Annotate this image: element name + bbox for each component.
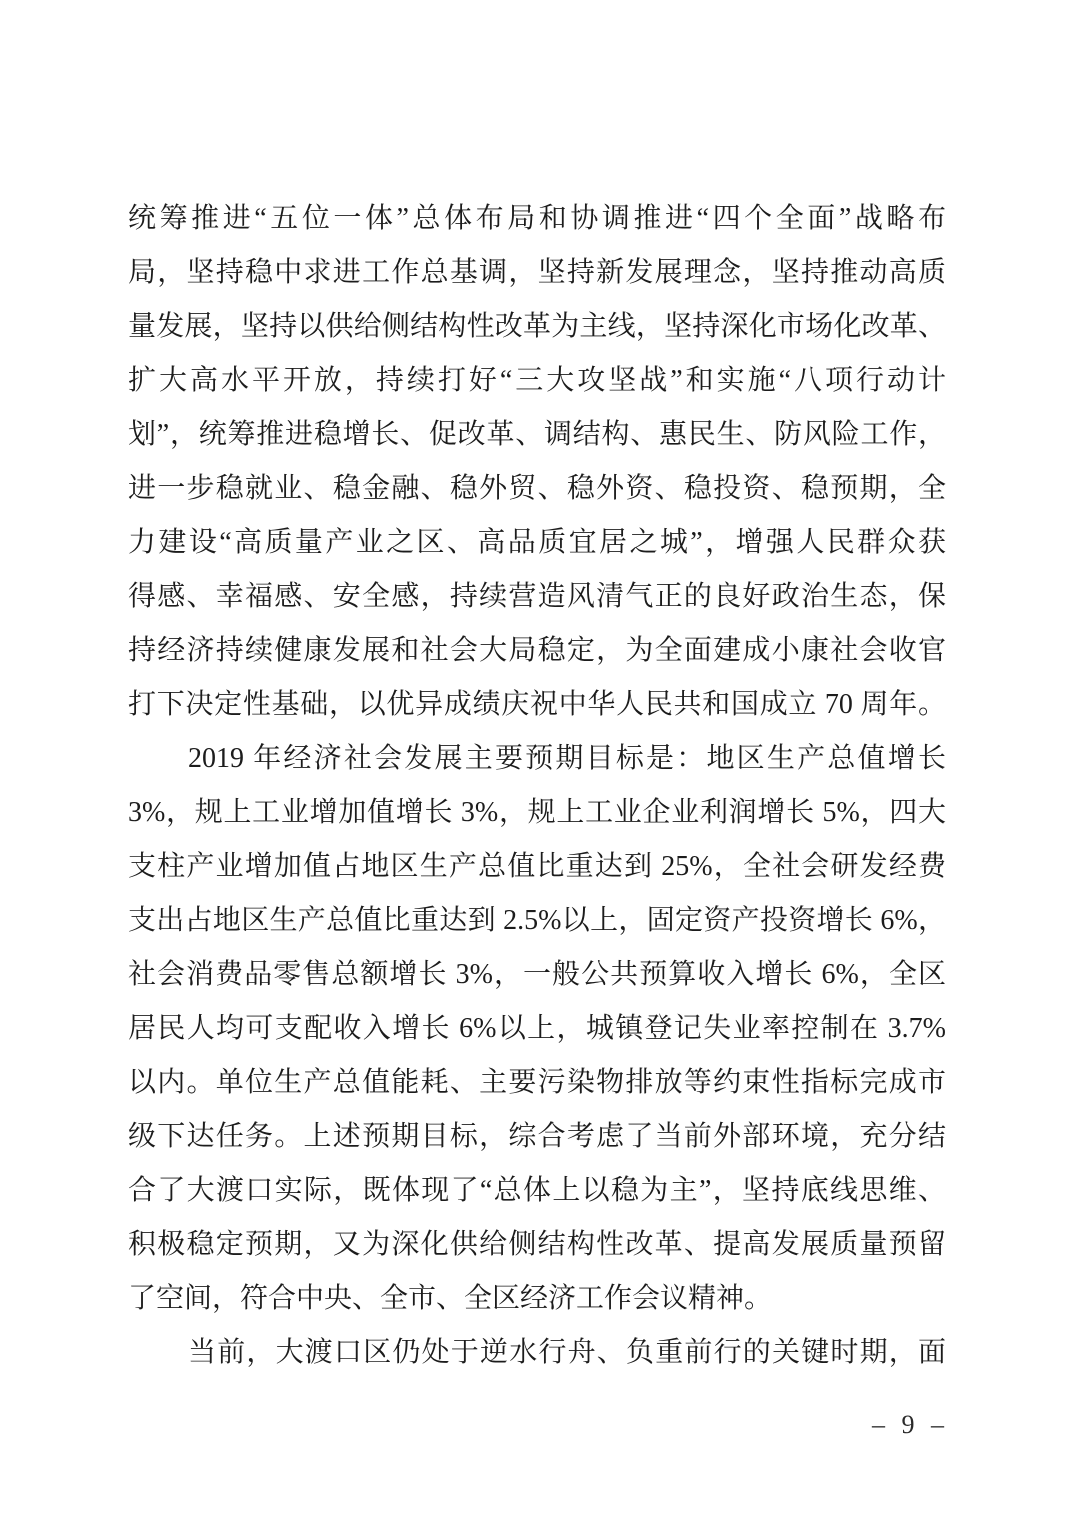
text-line: 级下达任务。上述预期目标，综合考虑了当前外部环境，充分结 xyxy=(128,1121,946,1152)
paragraph xyxy=(128,192,946,732)
text-line: 积极稳定预期，又为深化供给侧结构性改革、提高发展质量预留 xyxy=(128,1229,946,1260)
text-line: 支出占地区生产总值比重达到 2.5%以上，固定资产投资增长 6%， xyxy=(128,905,946,936)
text-line: 持经济持续健康发展和社会大局稳定，为全面建成小康社会收官 xyxy=(128,635,946,666)
paragraph xyxy=(128,732,946,1326)
text-line: 打下决定性基础，以优异成绩庆祝中华人民共和国成立 70 周年。 xyxy=(128,689,946,720)
text-line: 社会消费品零售总额增长 3%，一般公共预算收入增长 6%，全区 xyxy=(128,959,946,990)
text-line: 了空间，符合中央、全市、全区经济工作会议精神。 xyxy=(128,1283,773,1314)
text-line: 支柱产业增加值占地区生产总值比重达到 25%，全社会研发经费 xyxy=(128,851,946,882)
text-line: 当前，大渡口区仍处于逆水行舟、负重前行的关键时期，面 xyxy=(188,1337,946,1368)
text-line: 量发展，坚持以供给侧结构性改革为主线，坚持深化市场化改革、 xyxy=(128,311,946,342)
text-line: 3%，规上工业增加值增长 3%，规上工业企业利润增长 5%，四大 xyxy=(128,797,946,828)
text-line: 进一步稳就业、稳金融、稳外贸、稳外资、稳投资、稳预期，全 xyxy=(128,473,946,504)
text-block xyxy=(128,192,946,1380)
text-line: 局，坚持稳中求进工作总基调，坚持新发展理念，坚持推动高质 xyxy=(128,257,946,288)
text-line: 扩大高水平开放，持续打好“三大攻坚战”和实施“八项行动计 xyxy=(128,365,946,396)
text-line: 合了大渡口实际，既体现了“总体上以稳为主”，坚持底线思维、 xyxy=(128,1175,946,1206)
paragraph xyxy=(128,1326,946,1380)
text-line: 得感、幸福感、安全感，持续营造风清气正的良好政治生态，保 xyxy=(128,581,946,612)
text-line: 2019 年经济社会发展主要预期目标是：地区生产总值增长 xyxy=(188,743,946,774)
text-line: 统筹推进“五位一体”总体布局和协调推进“四个全面”战略布 xyxy=(128,203,946,234)
text-line: 划”，统筹推进稳增长、促改革、调结构、惠民生、防风险工作， xyxy=(128,419,946,450)
text-line: 居民人均可支配收入增长 6%以上，城镇登记失业率控制在 3.7% xyxy=(128,1013,946,1044)
page-number: – 9 – xyxy=(872,1410,944,1439)
text-line: 以内。单位生产总值能耗、主要污染物排放等约束性指标完成市 xyxy=(128,1067,946,1098)
text-line: 力建设“高质量产业之区、高品质宜居之城”，增强人民群众获 xyxy=(128,527,946,558)
